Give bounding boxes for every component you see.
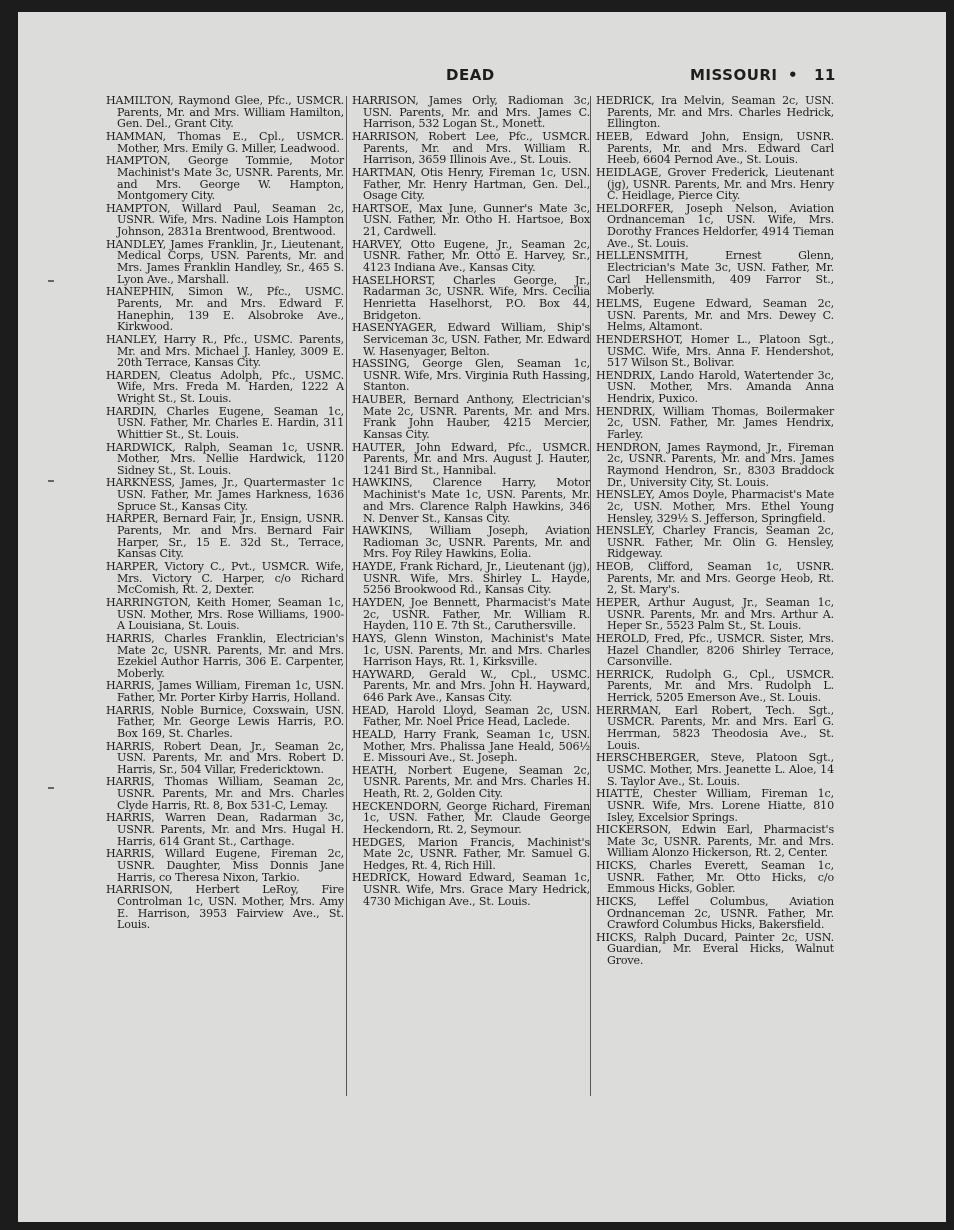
margin-mark	[48, 480, 54, 482]
casualty-entry: HARRISON, Robert Lee, Pfc., USMCR. Parents, Mr. and Mrs. William R. Harrison, 3659 Illinois Ave., St. Louis.	[352, 129, 590, 167]
casualty-entry: HANLEY, Harry R., Pfc., USMC. Parents, Mr. and Mrs. Michael J. Hanley, 3009 E. 20th Terrace, Kansas City.	[106, 332, 344, 370]
casualty-entry: HIATTE, Chester William, Fireman 1c, USNR. Wife, Mrs. Lorene Hiatte, 810 Isley, Excelsior Springs.	[596, 787, 834, 824]
section-title: DEAD	[446, 66, 495, 84]
casualty-entry: HEEB, Edward John, Ensign, USNR. Parents, Mr. and Mrs. Edward Carl Heeb, 6604 Pernod Ave., St. Louis.	[596, 129, 834, 167]
casualty-entry: HARRIS, Noble Burnice, Coxswain, USN. Father, Mr. George Lewis Harris, P.O. Box 169, St. Charles.	[106, 703, 344, 741]
casualty-entry: HAMMAN, Thomas E., Cpl., USMCR. Mother, Mrs. Emily G. Miller, Leadwood.	[106, 129, 344, 155]
casualty-entry: HASENYAGER, Edward William, Ship's Serviceman 3c, USN. Father, Mr. Edward W. Hasenyager, Belton.	[352, 321, 590, 358]
document-page	[18, 12, 946, 1222]
casualty-entry: HARRISON, Herbert LeRoy, Fire Controlman 1c, USN. Mother, Mrs. Amy E. Harrison, 3953 Fairview Ave., St. Louis.	[106, 883, 344, 932]
casualty-entry: HAWKINS, Clarence Harry, Motor Machinist's Mate 1c, USN. Parents, Mr. and Mrs. Clarence Ralph Hawkins, 346 N. Denver St., Kansas City.	[352, 476, 590, 525]
casualty-entry: HEROLD, Fred, Pfc., USMCR. Sister, Mrs. Hazel Chandler, 8206 Shirley Terrace, Carsonville.	[596, 631, 834, 669]
casualty-entry: HEOB, Clifford, Seaman 1c, USNR. Parents, Mr. and Mrs. George Heob, Rt. 2, St. Mary's.	[596, 559, 834, 597]
casualty-entry: HARVEY, Otto Eugene, Jr., Seaman 2c, USNR. Father, Mr. Otto E. Harvey, Sr., 4123 Indiana Ave., Kansas City.	[352, 237, 590, 275]
casualty-entry: HICKS, Leffel Columbus, Aviation Ordnanceman 2c, USNR. Father, Mr. Crawford Columbus Hicks, Bakersfield.	[596, 894, 834, 932]
casualty-entry: HERSCHBERGER, Steve, Platoon Sgt., USMC. Mother, Mrs. Jeanette L. Aloe, 14 S. Taylor Ave., St. Louis.	[596, 751, 834, 788]
casualty-entry: HERRMAN, Earl Robert, Tech. Sgt., USMCR. Parents, Mr. and Mrs. Earl G. Herrman, 5823 Theodosia Ave., St. Louis.	[596, 703, 834, 752]
casualty-entry: HARPER, Bernard Fair, Jr., Ensign, USNR. Parents, Mr. and Mrs. Bernard Fair Harper, Sr., 15 E. 32d St., Terrace, Kansas City.	[106, 512, 344, 561]
casualty-entry: HARDIN, Charles Eugene, Seaman 1c, USN. Father, Mr. Charles E. Hardin, 311 Whittier St., St. Louis.	[106, 404, 344, 442]
casualty-entry: HICKS, Charles Everett, Seaman 1c, USNR. Father, Mr. Otto Hicks, c/o Emmous Hicks, Gobler.	[596, 858, 834, 896]
margin-mark	[48, 280, 54, 282]
casualty-entry: HANEPHIN, Simon W., Pfc., USMC. Parents, Mr. and Mrs. Edward F. Hanephin, 139 E. Alsobroke Ave., Kirkwood.	[106, 285, 344, 334]
casualty-entry: HEDRICK, Ira Melvin, Seaman 2c, USN. Parents, Mr. and Mrs. Charles Hedrick, Ellington.	[596, 94, 834, 131]
casualty-entry: HICKERSON, Edwin Earl, Pharmacist's Mate 3c, USNR. Parents, Mr. and Mrs. William Alonzo Hickerson, Rt. 2, Center.	[596, 823, 834, 860]
casualty-entry: HELDORFER, Joseph Nelson, Aviation Ordnanceman 1c, USN. Wife, Mrs. Dorothy Frances Heldorfer, 4914 Tieman Ave., St. Louis.	[596, 201, 834, 250]
casualty-entry: HARPER, Victory C., Pvt., USMCR. Wife, Mrs. Victory C. Harper, c/o Richard McComish, Rt. 2, Dexter.	[106, 559, 344, 597]
casualty-entry: HELLENSMITH, Ernest Glenn, Electrician's Mate 3c, USN. Father, Mr. Carl Hellensmith, 409 Farror St., Moberly.	[596, 249, 834, 298]
casualty-entry: HARDWICK, Ralph, Seaman 1c, USNR. Mother, Mrs. Nellie Hardwick, 1120 Sidney St., St. Louis.	[106, 440, 344, 477]
casualty-entry: HARTMAN, Otis Henry, Fireman 1c, USN. Father, Mr. Henry Hartman, Gen. Del., Osage City.	[352, 165, 590, 203]
casualty-entry: HARRIS, James William, Fireman 1c, USN. Father, Mr. Porter Kirby Harris, Holland.	[106, 679, 344, 705]
column-3	[596, 95, 834, 968]
casualty-entry: HAYDE, Frank Richard, Jr., Lieutenant (jg), USNR. Wife, Mrs. Shirley L. Hayde, 5256 Brookwood Rd., Kansas City.	[352, 559, 590, 597]
column-2	[352, 95, 590, 908]
casualty-entry: HAMPTON, Willard Paul, Seaman 2c, USNR. Wife, Mrs. Nadine Lois Hampton Johnson, 2831a Brentwood, Brentwood.	[106, 201, 344, 239]
casualty-entry: HAMILTON, Raymond Glee, Pfc., USMCR. Parents, Mr. and Mrs. William Hamilton, Gen. Del., Grant City.	[106, 94, 344, 131]
casualty-entry: HECKENDORN, George Richard, Fireman 1c, USN. Father, Mr. Claude George Heckendorn, Rt. 2, Seymour.	[352, 799, 590, 837]
casualty-entry: HEAD, Harold Lloyd, Seaman 2c, USN. Father, Mr. Noel Price Head, Laclede.	[352, 703, 590, 729]
casualty-entry: HARRIS, Charles Franklin, Electrician's Mate 2c, USNR. Parents, Mr. and Mrs. Ezekiel Author Harris, 306 E. Carpenter, Moberly.	[106, 631, 344, 680]
casualty-entry: HASELHORST, Charles George, Jr., Radarman 3c, USNR. Wife, Mrs. Cecilia Henrietta Haselhorst, P.O. Box 44, Bridgeton.	[352, 273, 590, 322]
column-divider	[590, 96, 591, 1096]
casualty-entry: HEIDLAGE, Grover Frederick, Lieutenant (jg), USNR. Parents, Mr. and Mrs. Henry C. Heidlage, Pierce City.	[596, 165, 834, 203]
casualty-entry: HARRIS, Warren Dean, Radarman 3c, USNR. Parents, Mr. and Mrs. Hugal H. Harris, 614 Grant St., Carthage.	[106, 811, 344, 848]
casualty-entry: HENSLEY, Charley Francis, Seaman 2c, USNR. Father, Mr. Olin G. Hensley, Ridgeway.	[596, 524, 834, 561]
casualty-entry: HAUBER, Bernard Anthony, Electrician's Mate 2c, USNR. Parents, Mr. and Mrs. Frank John Hauber, 4215 Mercier, Kansas City.	[352, 392, 590, 442]
casualty-entry: HARRIS, Thomas William, Seaman 2c, USNR. Parents, Mr. and Mrs. Charles Clyde Harris, Rt. 8, Box 531-C, Lemay.	[106, 775, 344, 812]
casualty-entry: HEDRICK, Howard Edward, Seaman 1c, USNR. Wife, Mrs. Grace Mary Hedrick, 4730 Michigan Ave., St. Louis.	[352, 871, 590, 908]
casualty-entry: HEATH, Norbert Eugene, Seaman 2c, USNR. Parents, Mr. and Mrs. Charles H. Heath, Rt. 2, Golden City.	[352, 763, 590, 801]
column-divider	[346, 96, 347, 1096]
casualty-entry: HARTSOE, Max June, Gunner's Mate 3c, USN. Father, Mr. Otho H. Hartsoe, Box 21, Cardwell.	[352, 201, 590, 239]
page-number: 11	[814, 66, 836, 84]
column-1	[106, 95, 344, 932]
margin-mark	[48, 787, 54, 789]
casualty-entry: HARRIS, Willard Eugene, Fireman 2c, USNR. Daughter, Miss Donnis Jane Harris, co Theresa Nixon, Tarkio.	[106, 847, 344, 884]
casualty-entry: HAMPTON, George Tommie, Motor Machinist's Mate 3c, USNR. Parents, Mr. and Mrs. George W. Hampton, Montgomery City.	[106, 154, 344, 203]
state-name: MISSOURI	[690, 66, 778, 84]
casualty-entry: HASSING, George Glen, Seaman 1c, USNR. Wife, Mrs. Virginia Ruth Hassing, Stanton.	[352, 357, 590, 394]
header-bullet: •	[788, 66, 799, 84]
casualty-entry: HEPER, Arthur August, Jr., Seaman 1c, USNR. Parents, Mr. and Mrs. Arthur A. Heper Sr., 5523 Palm St., St. Louis.	[596, 595, 834, 633]
casualty-entry: HICKS, Ralph Ducard, Painter 2c, USN. Guardian, Mr. Everal Hicks, Walnut Grove.	[596, 930, 834, 968]
casualty-entry: HAYDEN, Joe Bennett, Pharmacist's Mate 2c, USNR. Father, Mr. William R. Hayden, 110 E. 7th St., Caruthersville.	[352, 595, 590, 633]
page-header	[108, 66, 838, 88]
casualty-entry: HARRIS, Robert Dean, Jr., Seaman 2c, USN. Parents, Mr. and Mrs. Robert D. Harris, Sr., 504 Villar, Fredericktown.	[106, 739, 344, 776]
casualty-entry: HARDEN, Cleatus Adolph, Pfc., USMC. Wife, Mrs. Freda M. Harden, 1222 A Wright St., St. Louis.	[106, 368, 344, 406]
casualty-entry: HENSLEY, Amos Doyle, Pharmacist's Mate 2c, USN. Mother, Mrs. Ethel Young Hensley, 329½ S. Jefferson, Springfield.	[596, 488, 834, 525]
casualty-entry: HEALD, Harry Frank, Seaman 1c, USN. Mother, Mrs. Phalissa Jane Heald, 506½ E. Missouri Ave., St. Joseph.	[352, 727, 590, 765]
casualty-entry: HARRISON, James Orly, Radioman 3c, USN. Parents, Mr. and Mrs. James C. Harrison, 532 Logan St., Monett.	[352, 94, 590, 131]
casualty-entry: HERRICK, Rudolph G., Cpl., USMCR. Parents, Mr. and Mrs. Rudolph L. Herrick, 5205 Emerson Ave., St. Louis.	[596, 667, 834, 705]
casualty-entry: HENDRIX, William Thomas, Boilermaker 2c, USN. Father, Mr. James Hendrix, Farley.	[596, 404, 834, 442]
casualty-entry: HELMS, Eugene Edward, Seaman 2c, USN. Parents, Mr. and Mrs. Dewey C. Helms, Altamont.	[596, 296, 834, 334]
casualty-entry: HENDRON, James Raymond, Jr., Fireman 2c, USNR. Parents, Mr. and Mrs. James Raymond Hendron, Sr., 8303 Braddock Dr., University City, St. Louis.	[596, 440, 834, 489]
casualty-entry: HARRINGTON, Keith Homer, Seaman 1c, USN. Mother, Mrs. Rose Williams, 1900-A Louisiana, St. Louis.	[106, 595, 344, 633]
casualty-entry: HAUTER, John Edward, Pfc., USMCR. Parents, Mr. and Mrs. August J. Hauter, 1241 Bird St., Hannibal.	[352, 440, 590, 477]
casualty-entry: HANDLEY, James Franklin, Jr., Lieutenant, Medical Corps, USN. Parents, Mr. and Mrs. James Franklin Handley, Sr., 465 S. Lyon Ave., Marshall.	[106, 237, 344, 286]
casualty-entry: HENDRIX, Lando Harold, Watertender 3c, USN. Mother, Mrs. Amanda Anna Hendrix, Puxico.	[596, 368, 834, 406]
casualty-entry: HAYWARD, Gerald W., Cpl., USMC. Parents, Mr. and Mrs. John H. Hayward, 646 Park Ave., Kansas City.	[352, 667, 590, 705]
casualty-entry: HAYS, Glenn Winston, Machinist's Mate 1c, USN. Parents, Mr. and Mrs. Charles Harrison Hays, Rt. 1, Kirksville.	[352, 631, 590, 669]
casualty-entry: HAWKINS, William Joseph, Aviation Radioman 3c, USNR. Parents, Mr. and Mrs. Foy Riley Hawkins, Eolia.	[352, 524, 590, 561]
casualty-entry: HENDERSHOT, Homer L., Platoon Sgt., USMC. Wife, Mrs. Anna F. Hendershot, 517 Wilson St., Bolivar.	[596, 332, 834, 370]
casualty-entry: HEDGES, Marion Francis, Machinist's Mate 2c, USNR. Father, Mr. Samuel G. Hedges, Rt. 4, Rich Hill.	[352, 835, 590, 872]
casualty-entry: HARKNESS, James, Jr., Quartermaster 1c USN. Father, Mr. James Harkness, 1636 Spruce St., Kansas City.	[106, 476, 344, 513]
